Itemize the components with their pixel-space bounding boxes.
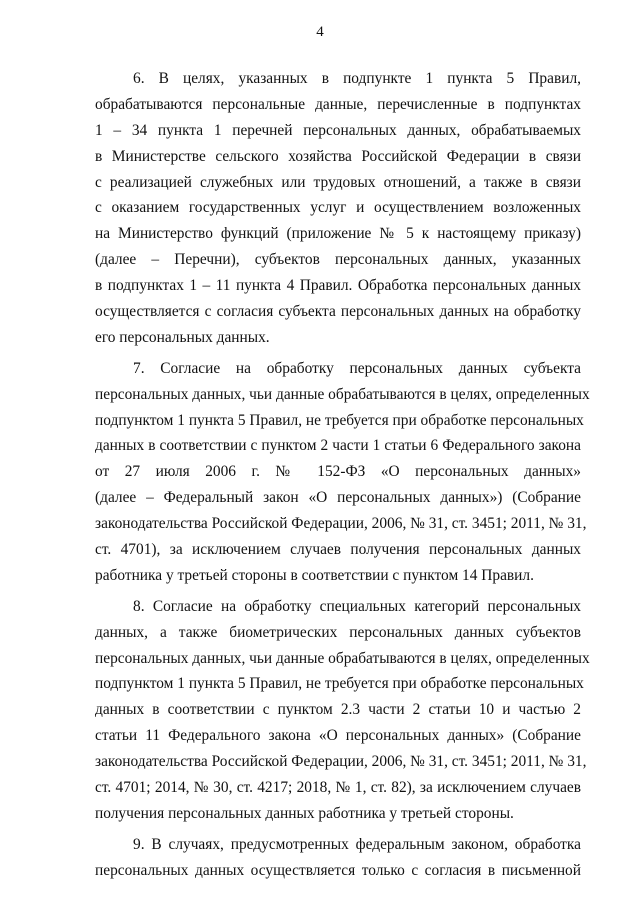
text-line: данных в соответствии с пунктом 2.3 части 2 статьи 10 и частью 2 [95, 701, 581, 719]
document-body [95, 66, 590, 889]
text-line: осуществляется с согласия субъекта персональных данных на обработку [95, 303, 581, 321]
paragraph-9 [95, 832, 581, 884]
text-line: получения персональных данных работника у третьей стороны. [95, 804, 514, 822]
text-line: персональных данных, чьи данные обрабатываются в целях, определенных [95, 385, 590, 403]
text-line: ст. 4701; 2014, № 30, ст. 4217; 2018, № 1, ст. 82), за исключением случаев [95, 779, 581, 797]
text-line: (далее – Перечни), субъектов персональных данных, указанных [95, 251, 581, 269]
text-line: подпунктом 1 пункта 5 Правил, не требуется при обработке персональных [95, 411, 584, 429]
text-line: в подпунктах 1 – 11 пункта 4 Правил. Обработка персональных данных [95, 277, 581, 295]
page-number: 4 [316, 24, 324, 40]
text-line: в Министерстве сельского хозяйства Российской Федерации в связи [95, 147, 581, 165]
text-line: 9. В случаях, предусмотренных федеральным законом, обработка [133, 835, 581, 853]
text-line: данных в соответствии с пунктом 2 части 1 статьи 6 Федерального закона [95, 437, 581, 455]
text-line: 6. В целях, указанных в подпункте 1 пункта 5 Правил, [133, 70, 581, 87]
paragraph-8 [95, 594, 590, 827]
text-line: на Министерство функций (приложение № 5 к настоящему приказу) [95, 225, 581, 243]
text-line: данных, а также биометрических персональных данных субъектов [95, 623, 581, 641]
text-line: 1 – 34 пункта 1 перечней персональных данных, обрабатываемых [95, 121, 581, 139]
text-line: законодательства Российской Федерации, 2006, № 31, ст. 3451; 2011, № 31, [95, 515, 587, 533]
text-line: с оказанием государственных услуг и осуществлением возложенных [95, 199, 581, 217]
text-line: законодательства Российской Федерации, 2006, № 31, ст. 3451; 2011, № 31, [95, 753, 587, 771]
text-line: работника у третьей стороны в соответствии с пунктом 14 Правил. [95, 566, 534, 584]
text-line: его персональных данных. [95, 328, 270, 346]
text-line: с реализацией служебных или трудовых отношений, а также в связи [95, 173, 581, 191]
paragraph-6 [95, 66, 581, 351]
text-line: ст. 4701), за исключением случаев получения персональных данных [95, 541, 581, 559]
text-line: статьи 11 Федерального закона «О персональных данных» (Собрание [95, 727, 581, 745]
text-line: 7. Согласие на обработку персональных данных субъекта [133, 359, 581, 377]
text-line: персональных данных, чьи данные обрабатываются в целях, определенных [95, 649, 590, 667]
text-line: от 27 июля 2006 г. № 152-ФЗ «О персональных данных» [95, 463, 581, 481]
text-line: 8. Согласие на обработку специальных категорий персональных [133, 597, 581, 615]
text-line: (далее – Федеральный закон «О персональных данных») (Собрание [95, 489, 581, 507]
paragraph-7 [95, 356, 590, 589]
text-line: обрабатываются персональные данные, перечисленные в подпунктах [95, 95, 581, 113]
text-line: подпунктом 1 пункта 5 Правил, не требуется при обработке персональных [95, 675, 584, 693]
text-line: персональных данных осуществляется только с согласия в письменной [95, 861, 581, 879]
